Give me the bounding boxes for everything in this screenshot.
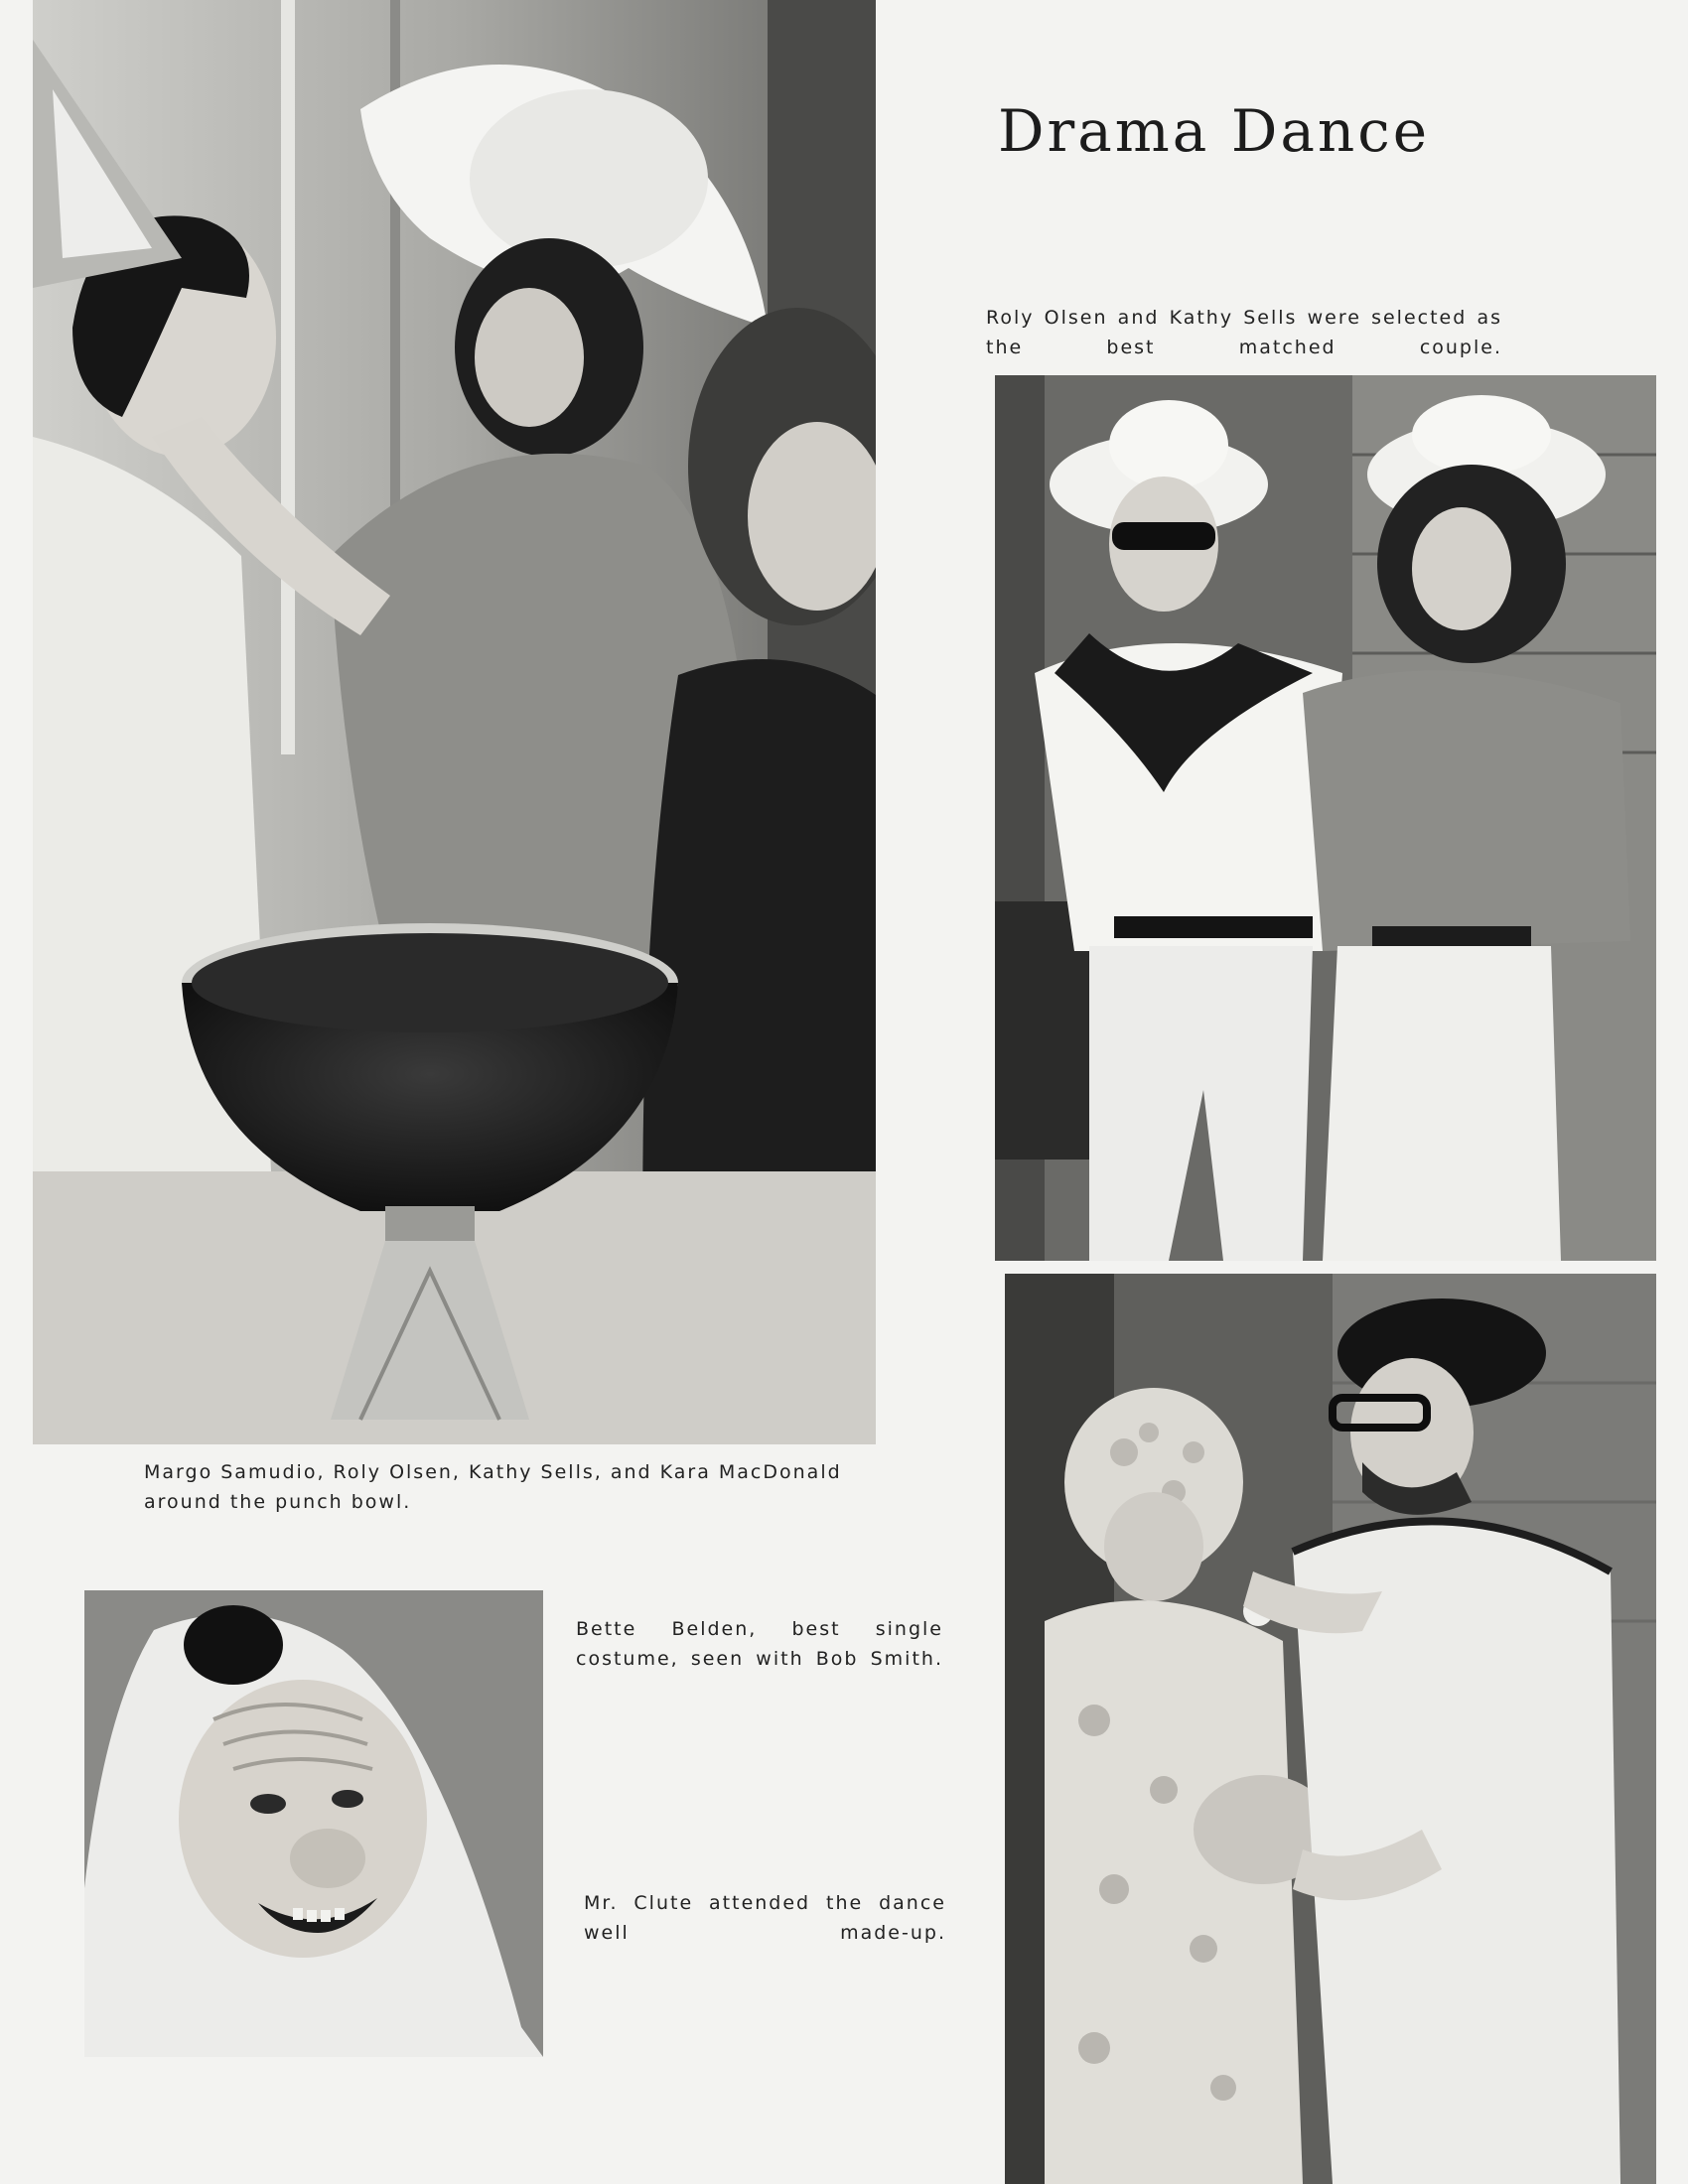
single-costume-photo: [1005, 1274, 1656, 2184]
best-couple-caption: Roly Olsen and Kathy Sells were selected as the best matched couple.: [986, 307, 1502, 358]
single-costume-caption: Bette Belden, best single costume, seen with Bob Smith.: [576, 1618, 943, 1670]
made-up-photo: [84, 1590, 543, 2057]
punch-bowl-caption: Margo Samudio, Roly Olsen, Kathy Sells, and Kara MacDonald around the punch bowl.: [144, 1461, 842, 1513]
page-title: Drama Dance: [998, 97, 1431, 165]
best-couple-photo: [995, 375, 1656, 1261]
made-up-caption: Mr. Clute attended the dance well made-up.: [584, 1892, 946, 1944]
punch-bowl-photo: [33, 0, 876, 1444]
